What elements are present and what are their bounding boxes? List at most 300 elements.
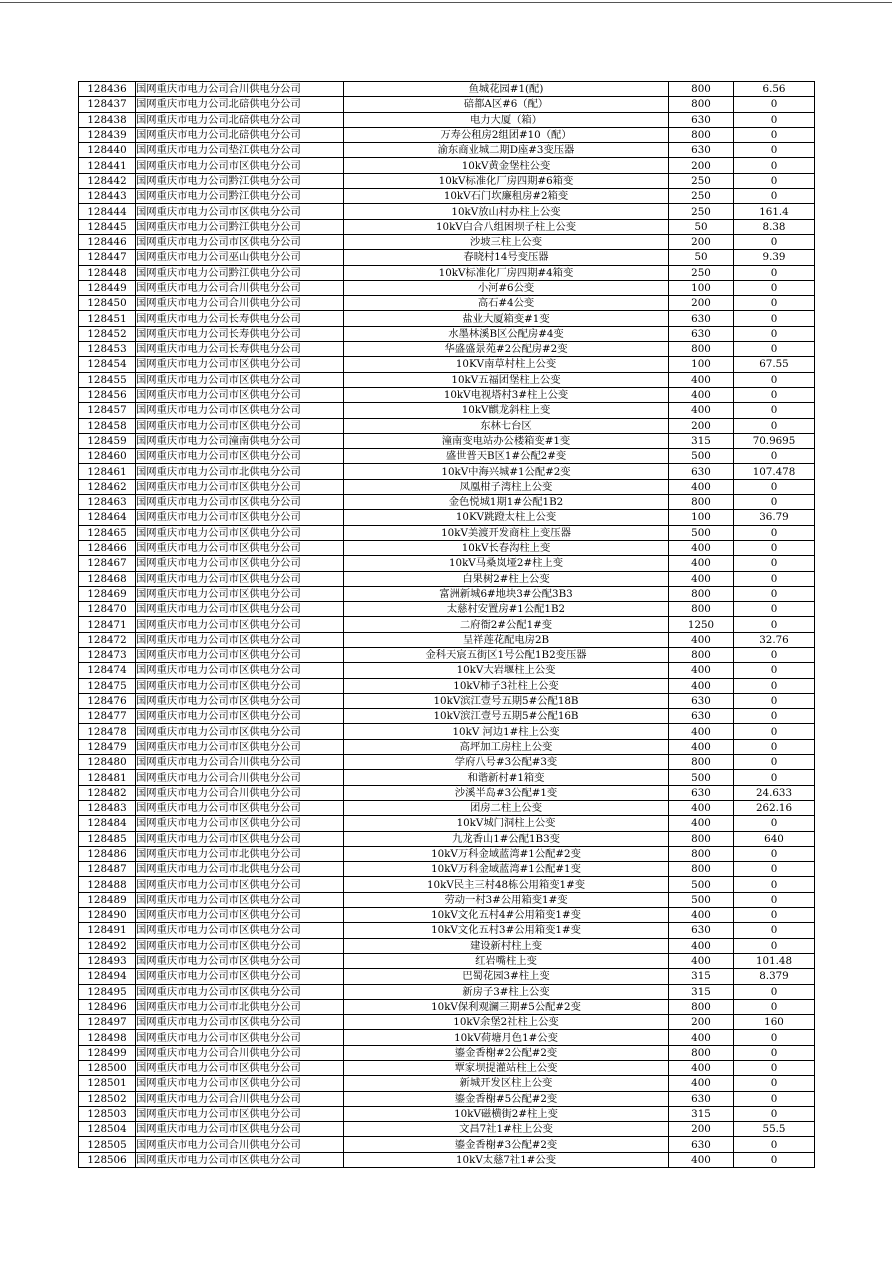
company-cell: 国网重庆市电力公司市区供电分公司 — [136, 1106, 344, 1121]
capacity-cell: 315 — [669, 984, 734, 999]
transformer-name-cell: 沙溪半岛#3公配#1变 — [344, 785, 669, 800]
transformer-name-cell: 10kV放山村办柱上公变 — [344, 204, 669, 219]
value-cell: 0 — [734, 540, 815, 555]
company-cell: 国网重庆市电力公司合川供电分公司 — [136, 82, 344, 97]
company-cell: 国网重庆市电力公司黔江供电分公司 — [136, 189, 344, 204]
company-cell: 国网重庆市电力公司市区供电分公司 — [136, 479, 344, 494]
row-id-cell: 128492 — [79, 938, 136, 953]
row-id-cell: 128464 — [79, 510, 136, 525]
transformer-name-cell: 10kV中海兴城#1公配#2变 — [344, 464, 669, 479]
row-id-cell: 128481 — [79, 770, 136, 785]
table-row — [79, 984, 815, 999]
transformer-name-cell: 劳动一村3#公用箱变1#变 — [344, 892, 669, 907]
table-row — [79, 495, 815, 510]
transformer-name-cell: 呈祥莲花配电房2B — [344, 632, 669, 647]
table-row — [79, 449, 815, 464]
row-id-cell: 128498 — [79, 1030, 136, 1045]
table-row — [79, 709, 815, 724]
table-row — [79, 127, 815, 142]
table-row — [79, 892, 815, 907]
row-id-cell: 128484 — [79, 816, 136, 831]
transformer-name-cell: 新房子3#柱上公变 — [344, 984, 669, 999]
transformer-name-cell: 团房二柱上公变 — [344, 800, 669, 815]
transformer-name-cell: 10kV大岩堰柱上公变 — [344, 663, 669, 678]
value-cell: 0 — [734, 127, 815, 142]
row-id-cell: 128449 — [79, 280, 136, 295]
row-id-cell: 128459 — [79, 433, 136, 448]
value-cell: 0 — [734, 1106, 815, 1121]
capacity-cell: 200 — [669, 1015, 734, 1030]
capacity-cell: 500 — [669, 770, 734, 785]
value-cell: 0 — [734, 816, 815, 831]
company-cell: 国网重庆市电力公司市北供电分公司 — [136, 862, 344, 877]
row-id-cell: 128461 — [79, 464, 136, 479]
capacity-cell: 630 — [669, 464, 734, 479]
company-cell: 国网重庆市电力公司合川供电分公司 — [136, 1091, 344, 1106]
transformer-name-cell: 水墨林溪B区公配房#4变 — [344, 326, 669, 341]
company-cell: 国网重庆市电力公司北碚供电分公司 — [136, 112, 344, 127]
capacity-cell: 800 — [669, 97, 734, 112]
value-cell: 0 — [734, 234, 815, 249]
value-cell: 0 — [734, 1045, 815, 1060]
value-cell: 0 — [734, 724, 815, 739]
capacity-cell: 630 — [669, 1137, 734, 1152]
company-cell: 国网重庆市电力公司市区供电分公司 — [136, 372, 344, 387]
value-cell: 36.79 — [734, 510, 815, 525]
company-cell: 国网重庆市电力公司市区供电分公司 — [136, 953, 344, 968]
capacity-cell: 400 — [669, 953, 734, 968]
row-id-cell: 128456 — [79, 387, 136, 402]
transformer-name-cell: 高石#4公变 — [344, 296, 669, 311]
company-cell: 国网重庆市电力公司市北供电分公司 — [136, 846, 344, 861]
table-row — [79, 846, 815, 861]
transformer-name-cell: 万寿公租房2组团#10（配） — [344, 127, 669, 142]
table-row — [79, 862, 815, 877]
table-row — [79, 755, 815, 770]
company-cell: 国网重庆市电力公司市区供电分公司 — [136, 831, 344, 846]
capacity-cell: 800 — [669, 862, 734, 877]
capacity-cell: 400 — [669, 1061, 734, 1076]
company-cell: 国网重庆市电力公司市区供电分公司 — [136, 984, 344, 999]
transformer-name-cell: 渝东商业城二期D座#3变压器 — [344, 143, 669, 158]
row-id-cell: 128483 — [79, 800, 136, 815]
row-id-cell: 128451 — [79, 311, 136, 326]
row-id-cell: 128495 — [79, 984, 136, 999]
value-cell: 0 — [734, 525, 815, 540]
transformer-name-cell: 10kV长春沟柱上变 — [344, 540, 669, 555]
row-id-cell: 128453 — [79, 342, 136, 357]
capacity-cell: 250 — [669, 204, 734, 219]
transformer-name-cell: 九龙香山1#公配1B3变 — [344, 831, 669, 846]
value-cell: 32.76 — [734, 632, 815, 647]
company-cell: 国网重庆市电力公司合川供电分公司 — [136, 770, 344, 785]
row-id-cell: 128467 — [79, 556, 136, 571]
value-cell: 0 — [734, 678, 815, 693]
company-cell: 国网重庆市电力公司市区供电分公司 — [136, 1030, 344, 1045]
capacity-cell: 500 — [669, 892, 734, 907]
company-cell: 国网重庆市电力公司市区供电分公司 — [136, 204, 344, 219]
company-cell: 国网重庆市电力公司市区供电分公司 — [136, 387, 344, 402]
transformer-name-cell: 文昌7社1#柱上公变 — [344, 1122, 669, 1137]
transformer-name-cell: 10kV黄金堡柱公变 — [344, 158, 669, 173]
capacity-cell: 800 — [669, 647, 734, 662]
transformer-name-cell: 金科天宸五街区1号公配1B2变压器 — [344, 647, 669, 662]
table-row — [79, 158, 815, 173]
transformer-name-cell: 鱼城花园#1(配) — [344, 82, 669, 97]
table-row — [79, 234, 815, 249]
row-id-cell: 128494 — [79, 969, 136, 984]
table-row — [79, 800, 815, 815]
transformer-name-cell: 10kV美渡开发商柱上变压器 — [344, 525, 669, 540]
row-id-cell: 128460 — [79, 449, 136, 464]
row-id-cell: 128476 — [79, 693, 136, 708]
company-cell: 国网重庆市电力公司市区供电分公司 — [136, 602, 344, 617]
value-cell: 0 — [734, 1030, 815, 1045]
company-cell: 国网重庆市电力公司市区供电分公司 — [136, 617, 344, 632]
transformer-name-cell: 巴蜀花园3#柱上变 — [344, 969, 669, 984]
table-row — [79, 617, 815, 632]
transformer-name-cell: 华盛盛景苑#2公配房#2变 — [344, 342, 669, 357]
capacity-cell: 200 — [669, 418, 734, 433]
row-id-cell: 128438 — [79, 112, 136, 127]
capacity-cell: 250 — [669, 265, 734, 280]
row-id-cell: 128454 — [79, 357, 136, 372]
transformer-name-cell: 凤凰柑子湾柱上公变 — [344, 479, 669, 494]
row-id-cell: 128455 — [79, 372, 136, 387]
table-row — [79, 112, 815, 127]
value-cell: 0 — [734, 403, 815, 418]
table-body — [79, 82, 815, 1168]
capacity-cell: 800 — [669, 846, 734, 861]
capacity-cell: 800 — [669, 127, 734, 142]
transformer-table — [78, 81, 815, 1168]
row-id-cell: 128478 — [79, 724, 136, 739]
company-cell: 国网重庆市电力公司市区供电分公司 — [136, 923, 344, 938]
company-cell: 国网重庆市电力公司市区供电分公司 — [136, 586, 344, 601]
transformer-name-cell: 10kV万科金域蓝湾#1公配#1变 — [344, 862, 669, 877]
row-id-cell: 128488 — [79, 877, 136, 892]
company-cell: 国网重庆市电力公司市区供电分公司 — [136, 908, 344, 923]
company-cell: 国网重庆市电力公司市区供电分公司 — [136, 969, 344, 984]
capacity-cell: 400 — [669, 387, 734, 402]
value-cell: 6.56 — [734, 82, 815, 97]
transformer-name-cell: 高坪加工房柱上公变 — [344, 739, 669, 754]
value-cell: 0 — [734, 617, 815, 632]
value-cell: 0 — [734, 342, 815, 357]
table-row — [79, 1137, 815, 1152]
page-top-rule — [0, 2, 892, 3]
value-cell: 67.55 — [734, 357, 815, 372]
row-id-cell: 128505 — [79, 1137, 136, 1152]
capacity-cell: 315 — [669, 969, 734, 984]
row-id-cell: 128496 — [79, 999, 136, 1014]
row-id-cell: 128501 — [79, 1076, 136, 1091]
row-id-cell: 128474 — [79, 663, 136, 678]
transformer-name-cell: 10kV民主三村48栋公用箱变1#变 — [344, 877, 669, 892]
value-cell: 0 — [734, 449, 815, 464]
value-cell: 0 — [734, 877, 815, 892]
transformer-name-cell: 鎏金香榭#2公配#2变 — [344, 1045, 669, 1060]
row-id-cell: 128457 — [79, 403, 136, 418]
value-cell: 0 — [734, 709, 815, 724]
row-id-cell: 128440 — [79, 143, 136, 158]
table-row — [79, 831, 815, 846]
value-cell: 0 — [734, 1137, 815, 1152]
capacity-cell: 400 — [669, 1076, 734, 1091]
transformer-name-cell: 10kV五福团堡柱上公变 — [344, 372, 669, 387]
company-cell: 国网重庆市电力公司合川供电分公司 — [136, 1045, 344, 1060]
table-row — [79, 173, 815, 188]
company-cell: 国网重庆市电力公司市区供电分公司 — [136, 357, 344, 372]
transformer-name-cell: 红岩嘴柱上变 — [344, 953, 669, 968]
capacity-cell: 400 — [669, 816, 734, 831]
capacity-cell: 800 — [669, 602, 734, 617]
transformer-name-cell: 盛世普天B区1#公配2#变 — [344, 449, 669, 464]
transformer-name-cell: 10kV标准化厂房四期#6箱变 — [344, 173, 669, 188]
company-cell: 国网重庆市电力公司市区供电分公司 — [136, 647, 344, 662]
value-cell: 0 — [734, 372, 815, 387]
capacity-cell: 500 — [669, 877, 734, 892]
capacity-cell: 800 — [669, 495, 734, 510]
table-row — [79, 586, 815, 601]
table-row — [79, 647, 815, 662]
transformer-name-cell: 10kV文化五村3#公用箱变1#变 — [344, 923, 669, 938]
capacity-cell: 800 — [669, 1045, 734, 1060]
value-cell: 0 — [734, 938, 815, 953]
value-cell: 0 — [734, 571, 815, 586]
table-row — [79, 82, 815, 97]
transformer-name-cell: 二府衙2#公配1#变 — [344, 617, 669, 632]
company-cell: 国网重庆市电力公司市区供电分公司 — [136, 724, 344, 739]
row-id-cell: 128450 — [79, 296, 136, 311]
company-cell: 国网重庆市电力公司合川供电分公司 — [136, 296, 344, 311]
value-cell: 0 — [734, 586, 815, 601]
capacity-cell: 400 — [669, 908, 734, 923]
value-cell: 8.379 — [734, 969, 815, 984]
table-row — [79, 770, 815, 785]
company-cell: 国网重庆市电力公司市区供电分公司 — [136, 632, 344, 647]
value-cell: 0 — [734, 770, 815, 785]
company-cell: 国网重庆市电力公司市区供电分公司 — [136, 1076, 344, 1091]
table-row — [79, 999, 815, 1014]
value-cell: 0 — [734, 97, 815, 112]
company-cell: 国网重庆市电力公司合川供电分公司 — [136, 785, 344, 800]
company-cell: 国网重庆市电力公司市区供电分公司 — [136, 1122, 344, 1137]
capacity-cell: 500 — [669, 449, 734, 464]
row-id-cell: 128503 — [79, 1106, 136, 1121]
table-row — [79, 739, 815, 754]
table-row — [79, 877, 815, 892]
table-row — [79, 326, 815, 341]
table-row — [79, 1106, 815, 1121]
transformer-name-cell: 富洲新城6#地块3#公配3B3 — [344, 586, 669, 601]
company-cell: 国网重庆市电力公司市区供电分公司 — [136, 709, 344, 724]
transformer-name-cell: 潼南变电站办公楼箱变#1变 — [344, 433, 669, 448]
capacity-cell: 400 — [669, 663, 734, 678]
row-id-cell: 128436 — [79, 82, 136, 97]
capacity-cell: 500 — [669, 525, 734, 540]
value-cell: 0 — [734, 908, 815, 923]
table-row — [79, 387, 815, 402]
table-row — [79, 479, 815, 494]
company-cell: 国网重庆市电力公司市区供电分公司 — [136, 1152, 344, 1167]
value-cell: 0 — [734, 999, 815, 1014]
company-cell: 国网重庆市电力公司市区供电分公司 — [136, 816, 344, 831]
row-id-cell: 128462 — [79, 479, 136, 494]
company-cell: 国网重庆市电力公司黔江供电分公司 — [136, 219, 344, 234]
capacity-cell: 50 — [669, 219, 734, 234]
value-cell: 0 — [734, 311, 815, 326]
capacity-cell: 400 — [669, 556, 734, 571]
transformer-name-cell: 10kV太慈7社1#公变 — [344, 1152, 669, 1167]
row-id-cell: 128493 — [79, 953, 136, 968]
row-id-cell: 128470 — [79, 602, 136, 617]
value-cell: 0 — [734, 923, 815, 938]
capacity-cell: 630 — [669, 143, 734, 158]
value-cell: 0 — [734, 495, 815, 510]
capacity-cell: 800 — [669, 831, 734, 846]
transformer-name-cell: 新城开发区柱上公变 — [344, 1076, 669, 1091]
company-cell: 国网重庆市电力公司市北供电分公司 — [136, 999, 344, 1014]
row-id-cell: 128465 — [79, 525, 136, 540]
value-cell: 0 — [734, 556, 815, 571]
transformer-name-cell: 学府八号#3公配#3变 — [344, 755, 669, 770]
row-id-cell: 128504 — [79, 1122, 136, 1137]
capacity-cell: 1250 — [669, 617, 734, 632]
table-row — [79, 1015, 815, 1030]
transformer-name-cell: 10kV马桑岚垭2#柱上变 — [344, 556, 669, 571]
capacity-cell: 800 — [669, 586, 734, 601]
row-id-cell: 128485 — [79, 831, 136, 846]
table-row — [79, 663, 815, 678]
table-row — [79, 189, 815, 204]
value-cell: 0 — [734, 280, 815, 295]
company-cell: 国网重庆市电力公司市区供电分公司 — [136, 739, 344, 754]
value-cell: 0 — [734, 189, 815, 204]
company-cell: 国网重庆市电力公司市区供电分公司 — [136, 663, 344, 678]
transformer-name-cell: 金色悦城1期1#公配1B2 — [344, 495, 669, 510]
row-id-cell: 128490 — [79, 908, 136, 923]
row-id-cell: 128437 — [79, 97, 136, 112]
capacity-cell: 400 — [669, 724, 734, 739]
transformer-name-cell: 10KV跳蹬太柱上公变 — [344, 510, 669, 525]
row-id-cell: 128472 — [79, 632, 136, 647]
table-row — [79, 632, 815, 647]
transformer-name-cell: 碚都A区#6（配） — [344, 97, 669, 112]
row-id-cell: 128439 — [79, 127, 136, 142]
company-cell: 国网重庆市电力公司市北供电分公司 — [136, 464, 344, 479]
value-cell: 24.633 — [734, 785, 815, 800]
capacity-cell: 800 — [669, 999, 734, 1014]
capacity-cell: 800 — [669, 82, 734, 97]
capacity-cell: 100 — [669, 357, 734, 372]
capacity-cell: 200 — [669, 158, 734, 173]
capacity-cell: 630 — [669, 709, 734, 724]
row-id-cell: 128502 — [79, 1091, 136, 1106]
company-cell: 国网重庆市电力公司市区供电分公司 — [136, 525, 344, 540]
capacity-cell: 630 — [669, 1091, 734, 1106]
row-id-cell: 128442 — [79, 173, 136, 188]
company-cell: 国网重庆市电力公司市区供电分公司 — [136, 693, 344, 708]
value-cell: 0 — [734, 892, 815, 907]
capacity-cell: 250 — [669, 189, 734, 204]
table-row — [79, 143, 815, 158]
value-cell: 0 — [734, 1061, 815, 1076]
table-row — [79, 693, 815, 708]
table-row — [79, 1076, 815, 1091]
table-row — [79, 602, 815, 617]
value-cell: 70.9695 — [734, 433, 815, 448]
table-row — [79, 280, 815, 295]
company-cell: 国网重庆市电力公司市区供电分公司 — [136, 1015, 344, 1030]
table-row — [79, 433, 815, 448]
capacity-cell: 200 — [669, 1122, 734, 1137]
company-cell: 国网重庆市电力公司合川供电分公司 — [136, 755, 344, 770]
row-id-cell: 128471 — [79, 617, 136, 632]
table-row — [79, 311, 815, 326]
capacity-cell: 200 — [669, 234, 734, 249]
row-id-cell: 128466 — [79, 540, 136, 555]
company-cell: 国网重庆市电力公司潼南供电分公司 — [136, 433, 344, 448]
table-row — [79, 1152, 815, 1167]
company-cell: 国网重庆市电力公司合川供电分公司 — [136, 1137, 344, 1152]
value-cell: 107.478 — [734, 464, 815, 479]
table-row — [79, 296, 815, 311]
transformer-name-cell: 10kV保利观澜三期#5公配#2变 — [344, 999, 669, 1014]
capacity-cell: 630 — [669, 923, 734, 938]
value-cell: 262.16 — [734, 800, 815, 815]
row-id-cell: 128487 — [79, 862, 136, 877]
table-row — [79, 1091, 815, 1106]
company-cell: 国网重庆市电力公司长寿供电分公司 — [136, 326, 344, 341]
value-cell: 55.5 — [734, 1122, 815, 1137]
transformer-name-cell: 小河#6公变 — [344, 280, 669, 295]
capacity-cell: 400 — [669, 571, 734, 586]
table-row — [79, 1061, 815, 1076]
table-row — [79, 923, 815, 938]
company-cell: 国网重庆市电力公司黔江供电分公司 — [136, 265, 344, 280]
value-cell: 0 — [734, 693, 815, 708]
row-id-cell: 128479 — [79, 739, 136, 754]
company-cell: 国网重庆市电力公司长寿供电分公司 — [136, 311, 344, 326]
value-cell: 0 — [734, 418, 815, 433]
transformer-name-cell: 10kV滨江壹号五期5#公配16B — [344, 709, 669, 724]
value-cell: 9.39 — [734, 250, 815, 265]
capacity-cell: 400 — [669, 403, 734, 418]
row-id-cell: 128443 — [79, 189, 136, 204]
company-cell: 国网重庆市电力公司市区供电分公司 — [136, 1061, 344, 1076]
table-row — [79, 571, 815, 586]
row-id-cell: 128482 — [79, 785, 136, 800]
row-id-cell: 128469 — [79, 586, 136, 601]
value-cell: 0 — [734, 479, 815, 494]
capacity-cell: 315 — [669, 433, 734, 448]
company-cell: 国网重庆市电力公司市区供电分公司 — [136, 571, 344, 586]
table-row — [79, 418, 815, 433]
row-id-cell: 128446 — [79, 234, 136, 249]
table-row — [79, 97, 815, 112]
value-cell: 0 — [734, 173, 815, 188]
row-id-cell: 128441 — [79, 158, 136, 173]
row-id-cell: 128500 — [79, 1061, 136, 1076]
row-id-cell: 128448 — [79, 265, 136, 280]
company-cell: 国网重庆市电力公司市区供电分公司 — [136, 495, 344, 510]
transformer-name-cell: 沙坡三柱上公变 — [344, 234, 669, 249]
transformer-name-cell: 10kV柿子3社柱上公变 — [344, 678, 669, 693]
capacity-cell: 50 — [669, 250, 734, 265]
value-cell: 8.38 — [734, 219, 815, 234]
table-row — [79, 219, 815, 234]
